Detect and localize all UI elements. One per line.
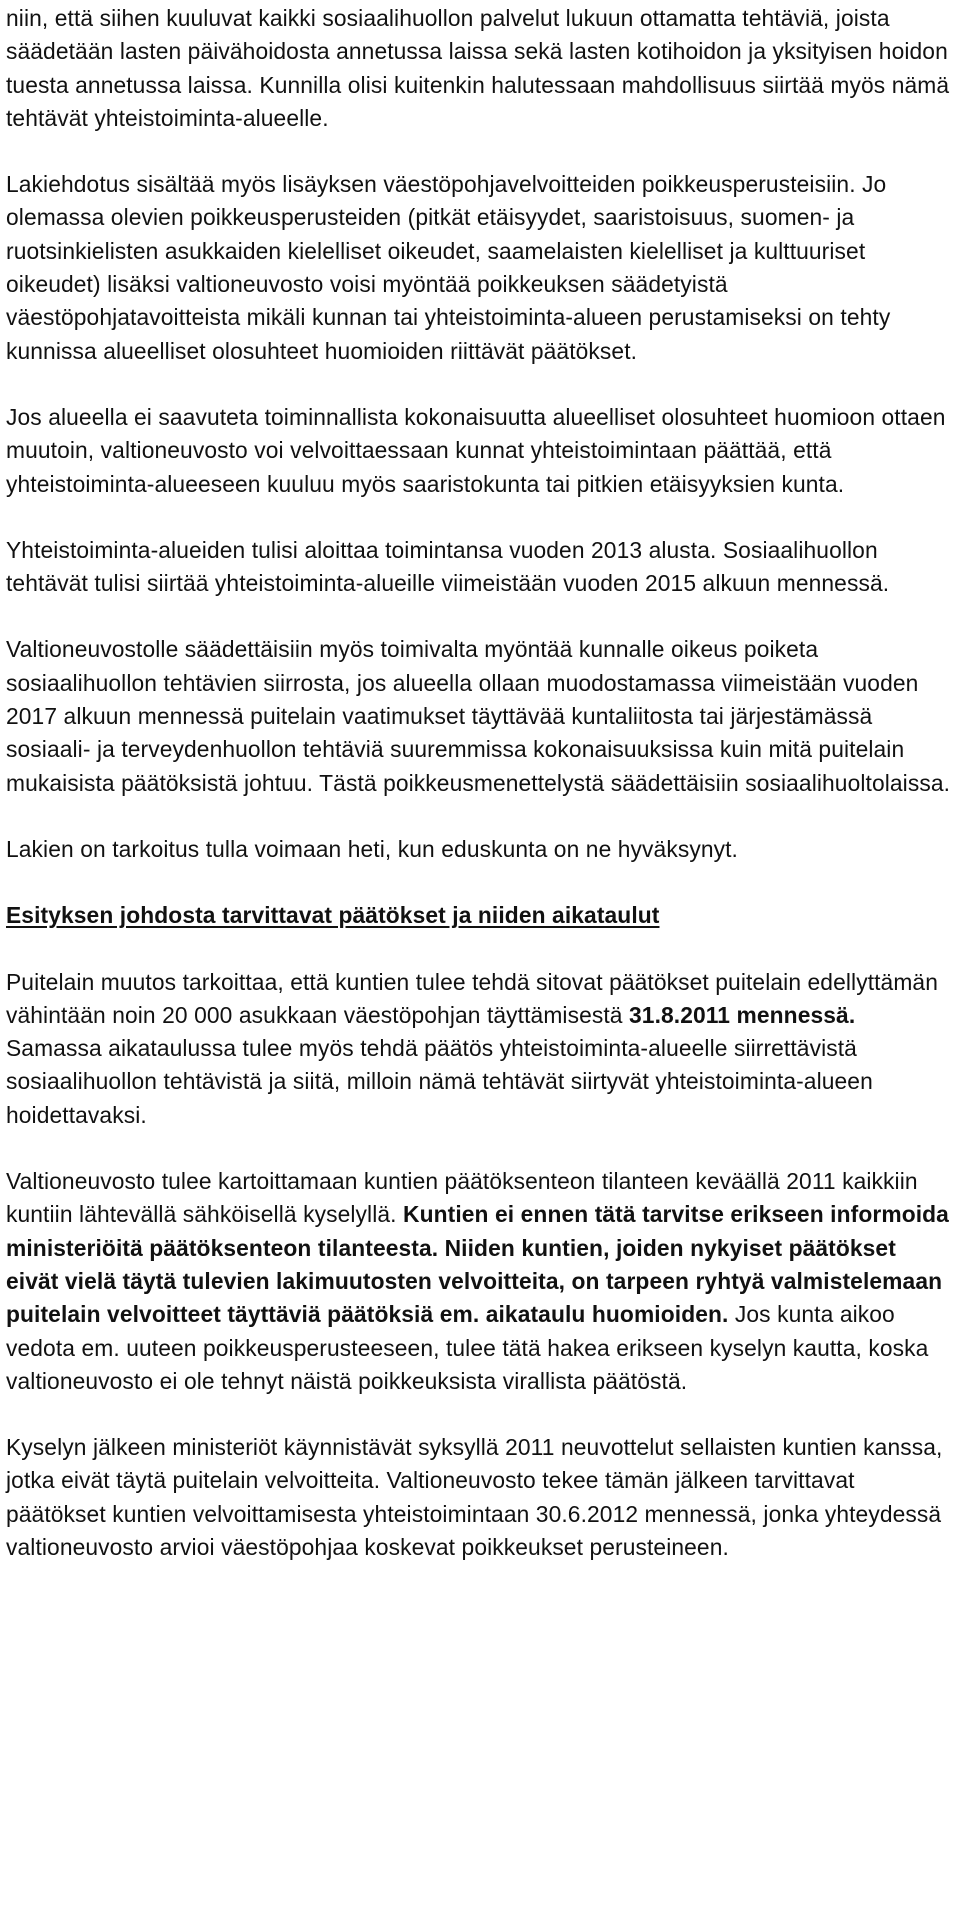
paragraph-4: Yhteistoiminta-alueiden tulisi aloittaa toimintansa vuoden 2013 alusta. Sosiaalihuollon tehtävät tulisi siirtää yhteistoiminta-alueille viimeistään vuoden 2015 alkuun mennessä. xyxy=(6,536,890,597)
paragraph-8-text-a: Valtioneuvosto tulee kartoittamaan kuntien päätöksenteon tilanteen keväällä 2011 kaikkiin kuntiin lähtevällä sähköisellä kyselyllä. xyxy=(6,1168,918,1228)
paragraph-9: Kyselyn jälkeen ministeriöt käynnistävät syksyllä 2011 neuvottelut sellaisten kuntien kanssa, jotka eivät täytä puitelain velvoitteita. Valtioneuvosto tekee tämän jälkeen tarvittavat päätökset kuntien velvoittamisesta yhteistoimintaan 30.6.2012 mennessä, jonka yhteydessä valtioneuvosto arvioi väestöpohjaa koskevat poikkeukset perusteineen. xyxy=(6,1434,943,1560)
deadline-date-bold: 31.8.2011 mennessä. xyxy=(629,1001,856,1028)
paragraph-1: niin, että siihen kuuluvat kaikki sosiaalihuollon palvelut lukuun ottamatta tehtäviä, joista säädetään lasten päivähoidosta annetussa laissa sekä lasten kotihoidon ja yksityisen hoidon tuesta annetussa laissa. Kunnilla olisi kuitenkin halutessaan mahdollisuus siirtää myös nämä tehtävät yhteistoiminta-alueelle. xyxy=(6,5,950,131)
paragraph-8-bold-text: Kuntien ei ennen tätä tarvitse erikseen informoida ministeriöitä päätöksenteon tilanteesta. Niiden kuntien, joiden nykyiset päätökset eivät vielä täytä tulevien lakimuutosten velvoitteita, on tarpeen ryhtyä valmistelemaan puitelain velvoitteet täyttäviä päätöksiä em. aikataulu huomioiden. xyxy=(6,1201,949,1328)
paragraph-3: Jos alueella ei saavuteta toiminnallista kokonaisuutta alueelliset olosuhteet huomioon ottaen muutoin, valtioneuvosto voi velvoittaessaan kunnat yhteistoimintaan päättää, että yhteistoiminta-alueeseen kuuluu myös saaristokunta tai pitkien etäisyyksien kunta. xyxy=(6,403,946,497)
paragraph-6: Lakien on tarkoitus tulla voimaan heti, kun eduskunta on ne hyväksynyt. xyxy=(6,835,738,862)
paragraph-7-text-c: Samassa aikataulussa tulee myös tehdä päätös yhteistoiminta-alueelle siirrettävistä sosiaalihuollon tehtävistä ja siitä, milloin nämä tehtävät siirtyvät yhteistoiminta-alueen hoidettavaksi. xyxy=(6,1035,873,1128)
paragraph-7 xyxy=(6,966,954,1132)
section-heading: Esityksen johdosta tarvittavat päätökset ja niiden aikataulut xyxy=(6,902,660,929)
paragraph-8 xyxy=(6,1165,954,1398)
paragraph-2: Lakiehdotus sisältää myös lisäyksen väestöpohjavelvoitteiden poikkeusperusteisiin. Jo olemassa olevien poikkeusperusteiden (pitkät etäisyydet, saaristoisuus, suomen- ja ruotsinkielisten asukkaiden kielelliset oikeudet, saamelaisten kielelliset ja kulttuuriset oikeudet) lisäksi valtioneuvosto voisi myöntää poikkeuksen säädetyistä väestöpohjatavoitteista mikäli kunnan tai yhteistoiminta-alueen perustamiseksi on tehty kunnissa alueelliset olosuhteet huomioiden riittävät päätökset. xyxy=(6,171,891,364)
paragraph-5: Valtioneuvostolle säädettäisiin myös toimivalta myöntää kunnalle oikeus poiketa sosiaalihuollon tehtävien siirrosta, jos alueella ollaan muodostamassa viimeistään vuoden 2017 alkuun mennessä puitelain vaatimukset täyttävää kuntaliitosta tai järjestämässä sosiaali- ja terveydenhuollon tehtäviä suuremmissa kokonaisuuksissa kuin mitä puitelain mukaisista päätöksistä johtuu. Tästä poikkeusmenettelystä säädettäisiin sosiaalihuoltolaissa. xyxy=(6,636,951,796)
paragraph-8-text-c: Jos kunta aikoo vedota em. uuteen poikkeusperusteeseen, tulee tätä hakea erikseen kyselyn kautta, koska valtioneuvosto ei ole tehnyt näistä poikkeuksista virallista päätöstä. xyxy=(6,1301,929,1394)
paragraph-7-text-a: Puitelain muutos tarkoittaa, että kuntien tulee tehdä sitovat päätökset puitelain edellyttämän vähintään noin 20 000 asukkaan väestöpohjan täyttämisestä xyxy=(6,968,938,1028)
